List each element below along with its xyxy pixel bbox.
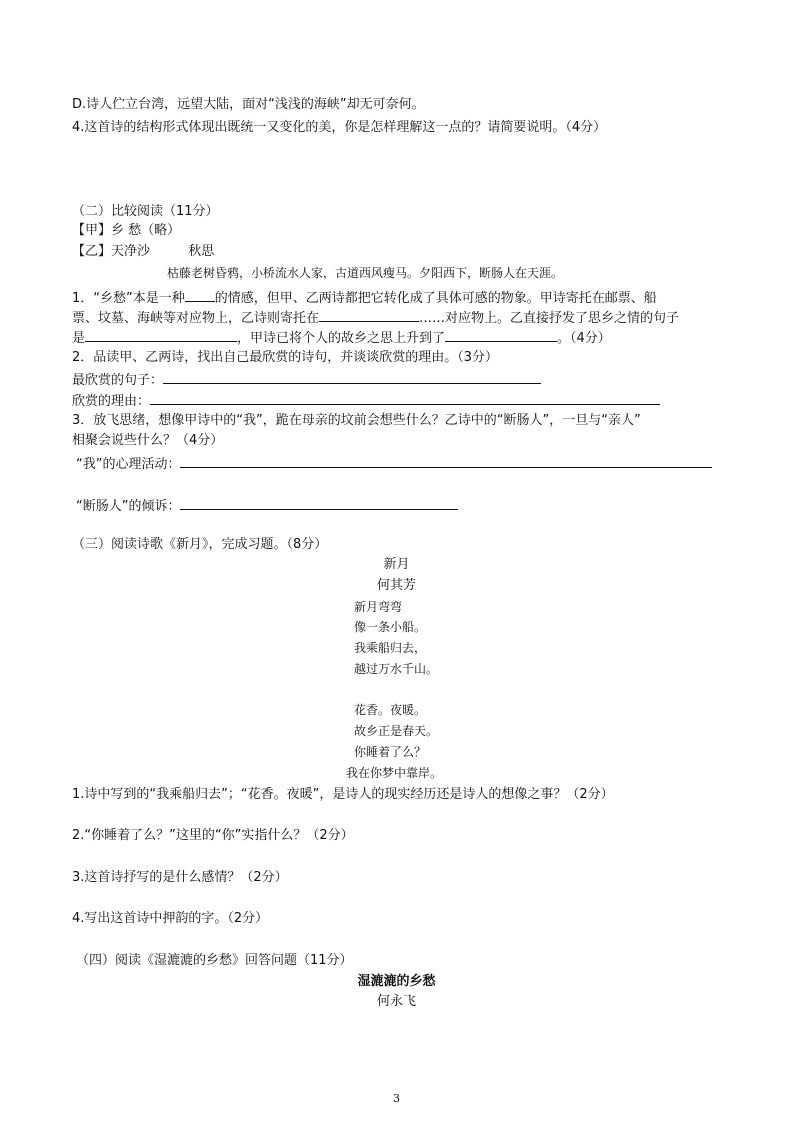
section-2-heading: （二）比较阅读（11分）	[72, 204, 219, 219]
poem-line: 像一条小船。	[354, 620, 427, 634]
poem-line: 故乡正是春天。	[354, 724, 439, 738]
poem-jia-label: 【甲】乡 愁（略）	[72, 223, 181, 238]
q2-reason-label: 欣赏的理由：	[72, 394, 151, 409]
answer-blank-3[interactable]	[85, 328, 237, 342]
poem-line: 花香。夜暖。	[354, 703, 427, 717]
q1-text-a: 1．“乡愁”本是一种	[72, 291, 185, 306]
q3-me-label: “我”的心理活动：	[76, 457, 181, 472]
article-title: 湿漉漉的乡愁	[357, 974, 436, 989]
q3-me-row	[76, 454, 712, 474]
poem-line: 越过万水千山。	[354, 662, 439, 676]
section-3-heading: （三）阅读诗歌《新月》，完成习题。（8分）	[72, 537, 328, 552]
q2-reason-row	[72, 391, 660, 411]
question-3-line-1: 3．放飞思绪，想像甲诗中的“我”，跪在母亲的坟前会想些什么？乙诗中的“断肠人”，一旦与“亲人”	[72, 413, 641, 428]
q3-duanchang-row	[76, 496, 458, 516]
question-4-structure: 4.这首诗的结构形式体现出既统一又变化的美，你是怎样理解这一点的？请简要说明。（4分）	[72, 120, 607, 135]
q1-text-e: 是	[72, 331, 86, 346]
q2-sentence-label: 最欣赏的句子：	[72, 373, 164, 388]
poem-xinyue-author: 何其芳	[376, 578, 416, 593]
q1-text-c: 票、坟墓、海峡等对应物上，乙诗则寄托在	[72, 311, 320, 326]
poem-line: 我在你梦中靠岸。	[346, 766, 443, 780]
poem-yi-text: 枯藤老树昏鸦，小桥流水人家，古道西风瘦马。夕阳西下，断肠人在天涯。	[167, 266, 564, 280]
answer-blank-4[interactable]	[445, 328, 557, 342]
answer-blank-1[interactable]	[185, 288, 215, 302]
section-4-heading: （四）阅读《湿漉漉的乡愁》回答问题（11分）	[76, 953, 353, 968]
question-3-line-2: 相聚会说些什么？（4分）	[72, 433, 224, 448]
question-1-line-3	[72, 328, 611, 348]
section-3-question-2: 2.“你睡着了么？”这里的“你”实指什么？（2分）	[72, 828, 354, 843]
section-3-question-4: 4.写出这首诗中押韵的字。（2分）	[72, 911, 269, 926]
option-d: D.诗人伫立台湾，远望大陆，面对“浅浅的海峡”却无可奈何。	[72, 97, 425, 112]
q1-text-g: 。（4分）	[557, 331, 611, 346]
q1-text-f: ，甲诗已将个人的故乡之思上升到了	[237, 331, 446, 346]
poem-yi-title: 【乙】天净沙	[72, 244, 151, 259]
section-3-question-3: 3.这首诗抒写的是什么感情？（2分）	[72, 870, 288, 885]
poem-line: 新月弯弯	[354, 600, 403, 614]
poem-line: 你睡着了么？	[354, 745, 427, 759]
q2-sentence-blank[interactable]	[163, 370, 541, 384]
q2-sentence-row	[72, 370, 541, 390]
q2-reason-blank[interactable]	[150, 391, 660, 405]
question-1-line-2	[72, 308, 679, 328]
answer-blank-2[interactable]	[319, 308, 419, 322]
poem-xinyue-title: 新月	[383, 557, 410, 572]
q3-duanchang-blank[interactable]	[180, 496, 458, 510]
section-3-question-1: 1.诗中写到的“我乘船归去”；“花香。夜暖”，是诗人的现实经历还是诗人的想像之事？（2分）	[72, 787, 614, 802]
poem-yi-subtitle: 秋思	[188, 244, 215, 259]
question-2: 2．品读甲、乙两诗，找出自己最欣赏的诗句，并谈谈欣赏的理由。（3分）	[72, 350, 499, 365]
question-1-line-1	[72, 288, 657, 308]
q3-me-blank[interactable]	[180, 454, 712, 468]
poem-yi-label	[72, 243, 214, 261]
article-author: 何永飞	[376, 994, 416, 1009]
q1-text-d: ……对应物上。乙直接抒发了思乡之情的句子	[419, 311, 680, 326]
poem-line: 我乘船归去，	[354, 641, 427, 655]
q1-text-b: 的情感，但甲、乙两诗都把它转化成了具体可感的物象。甲诗寄托在邮票、船	[214, 291, 657, 306]
q3-duanchang-label: “断肠人”的倾诉：	[76, 499, 181, 514]
page-number: 3	[393, 1092, 400, 1105]
